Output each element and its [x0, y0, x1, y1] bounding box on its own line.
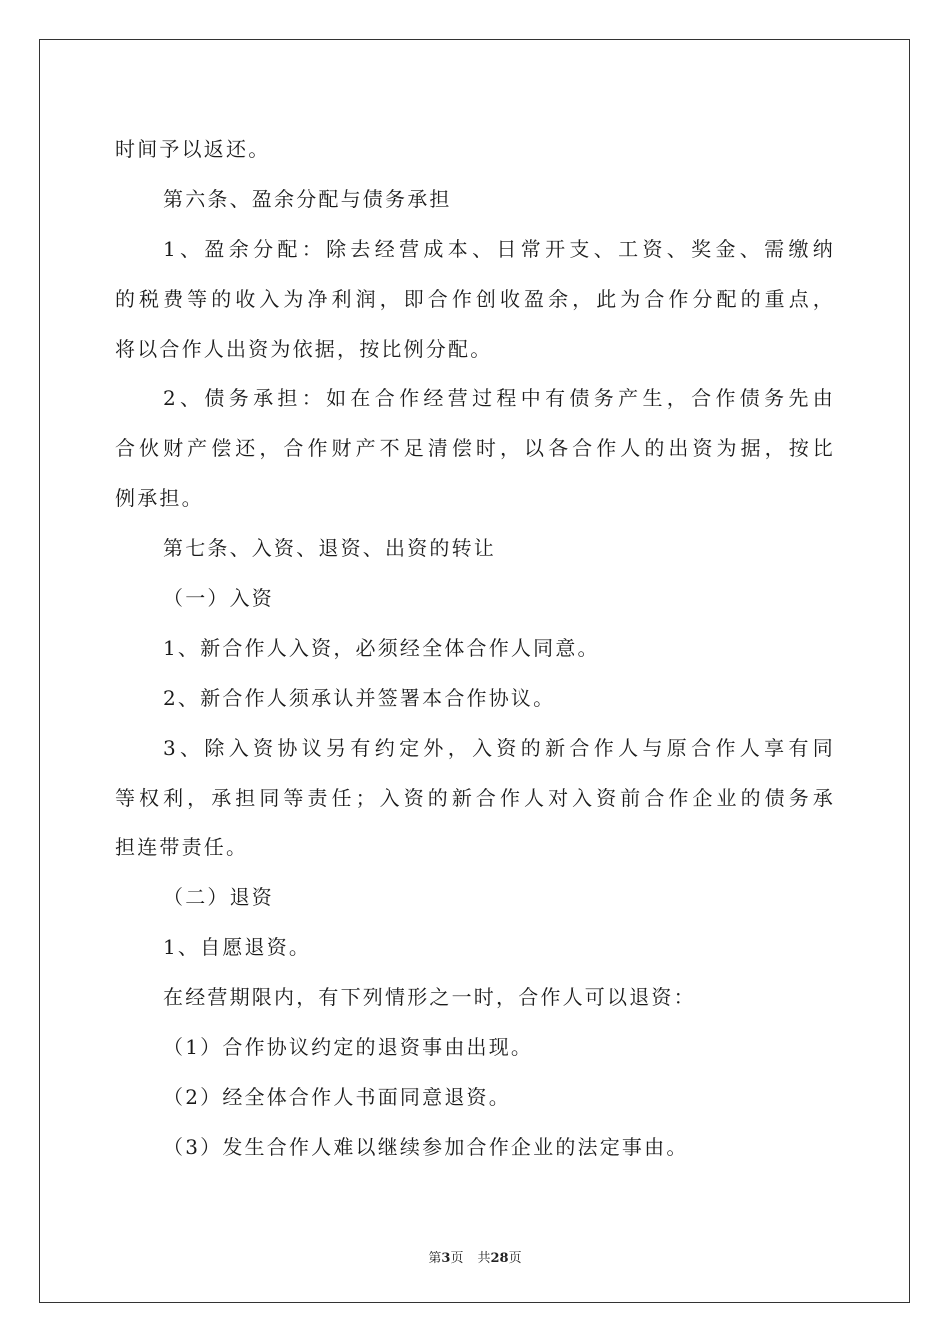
paragraph-line: 将以合作人出资为依据，按比例分配。	[115, 336, 493, 361]
article-heading: 第六条、盈余分配与债务承担	[163, 186, 452, 211]
footer-prefix: 第	[428, 1251, 442, 1266]
paragraph-line: 例承担。	[115, 486, 204, 511]
paragraph-line: 2、债务承担：如在合作经营过程中有债务产生，合作债务先由	[163, 386, 835, 411]
document-body	[115, 125, 835, 1173]
paragraph-line: 2、新合作人须承认并签署本合作协议。	[163, 685, 556, 710]
paragraph-line: 3、除入资协议另有约定外，入资的新合作人与原合作人享有同	[163, 735, 835, 760]
total-pages-number: 28	[490, 1251, 509, 1266]
paragraph-line: 等权利，承担同等责任；入资的新合作人对入资前合作企业的债务承	[115, 785, 835, 810]
page-footer	[0, 1247, 950, 1266]
paragraph-line: 时间予以返还。	[115, 137, 271, 161]
paragraph-line: 1、自愿退资。	[163, 935, 312, 960]
footer-page-unit: 页	[450, 1251, 464, 1266]
paragraph-line: 合伙财产偿还，合作财产不足清偿时，以各合作人的出资为据，按比	[115, 436, 835, 461]
footer-total-unit: 页	[508, 1251, 522, 1266]
footer-total-prefix: 共	[477, 1251, 491, 1266]
paragraph-line: 担连带责任。	[115, 835, 249, 860]
section-heading: （二）退资	[163, 885, 274, 910]
list-item: （2）经全体合作人书面同意退资。	[163, 1084, 511, 1109]
paragraph-line: 1、盈余分配：除去经营成本、日常开支、工资、奖金、需缴纳	[163, 236, 835, 261]
paragraph-line: 在经营期限内，有下列情形之一时，合作人可以退资：	[163, 985, 696, 1010]
paragraph-line: 1、新合作人入资，必须经全体合作人同意。	[163, 635, 600, 660]
list-item: （1）合作协议约定的退资事由出现。	[163, 1035, 534, 1060]
article-heading: 第七条、入资、退资、出资的转让	[163, 536, 496, 561]
current-page-number: 3	[441, 1251, 451, 1266]
section-heading: （一）入资	[163, 586, 274, 611]
list-item: （3）发生合作人难以继续参加合作企业的法定事由。	[163, 1134, 689, 1159]
paragraph-line: 的税费等的收入为净利润，即合作创收盈余，此为合作分配的重点，	[115, 286, 835, 311]
